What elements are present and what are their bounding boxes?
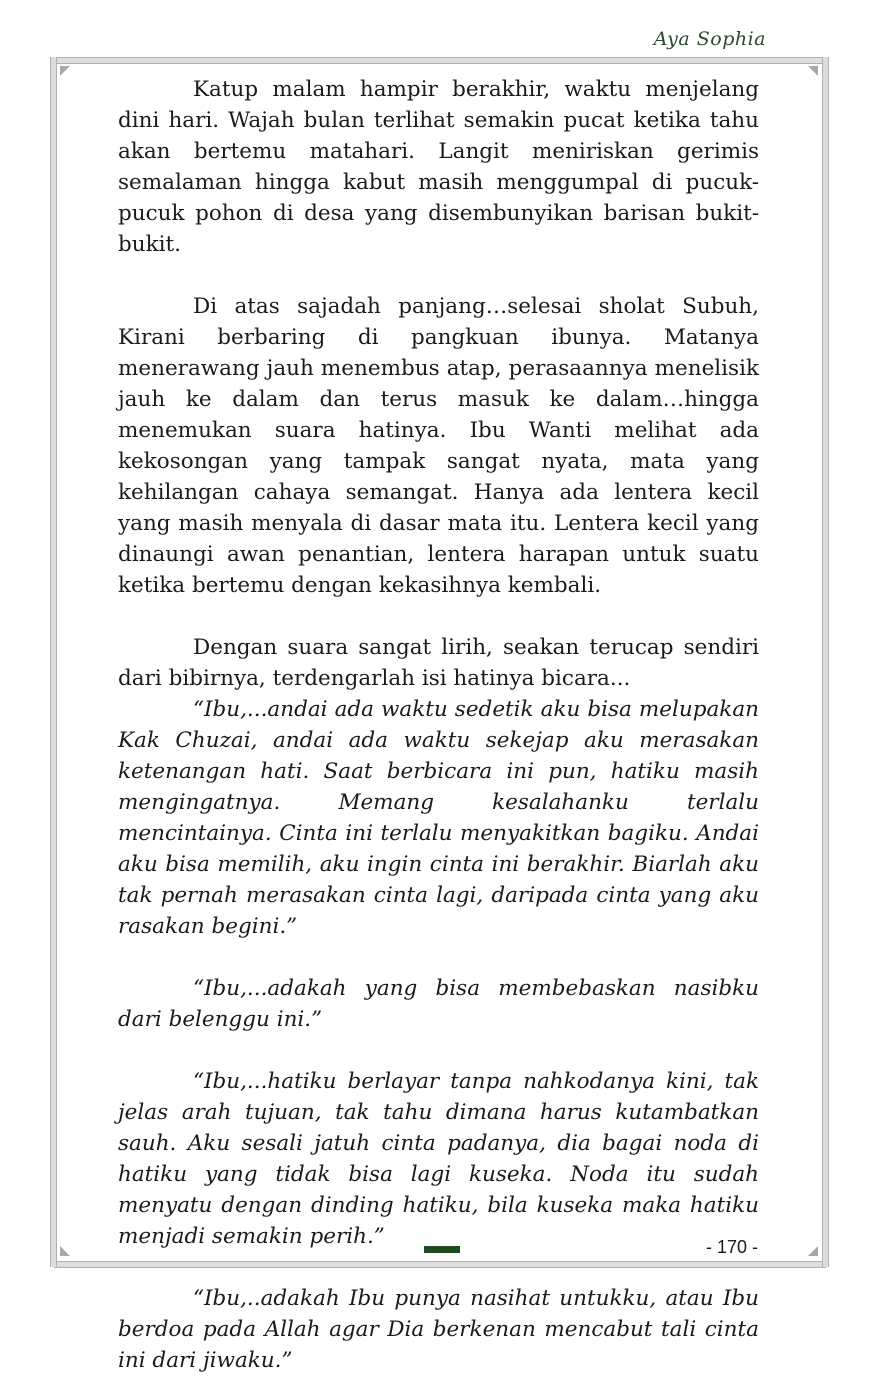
- body-paragraph: Di atas sajadah panjang…selesai sholat Subuh, Kirani berbaring di pangkuan ibunya. Matanya menerawang jauh menembus atap, perasaannya menelisik jauh ke dalam dan terus masuk ke dalam…hingga menemukan suara hatinya. Ibu Wanti melihat ada kekosongan yang tampak sangat nyata, mata yang kehilangan cahaya semangat. Hanya ada lentera kecil yang masih menyala di dasar mata itu. Lentera kecil yang dinaungi awan penantian, lentera harapan untuk suatu ketika bertemu dengan kekasihnya kembali.: [118, 294, 759, 598]
- quote-paragraph: “Ibu,...hatiku berlayar tanpa nahkodanya kini, tak jelas arah tujuan, tak tahu dimana harus kutambatkan sauh. Aku sesali jatuh cinta padanya, dia bagai noda di hatiku yang tidak bisa lagi kuseka. Noda itu sudah menyatu dengan dinding hatiku, bila kuseka maka hatiku menjadi semakin perih.”: [118, 1069, 759, 1249]
- page-frame-left: [50, 57, 57, 1267]
- corner-ornament-bottom-left: [60, 1246, 70, 1256]
- page-number: - 170 -: [706, 1237, 759, 1257]
- corner-ornament-bottom-right: [808, 1246, 818, 1256]
- page-body: [118, 74, 759, 1376]
- quote-paragraph: “Ibu,..adakah Ibu punya nasihat untukku, atau Ibu berdoa pada Allah agar Dia berkenan mencabut tali cinta ini dari jiwaku.”: [118, 1286, 759, 1373]
- running-header: Aya Sophia: [653, 28, 766, 50]
- corner-ornament-top-left: [60, 66, 70, 76]
- page-frame-top: [54, 57, 826, 64]
- quote-paragraph: “Ibu,...adakah yang bisa membebaskan nasibku dari belenggu ini.”: [118, 976, 759, 1032]
- body-paragraph: Dengan suara sangat lirih, seakan terucap sendiri dari bibirnya, terdengarlah isi hatinya bicara...: [118, 635, 759, 691]
- page-frame-right: [822, 57, 829, 1267]
- body-paragraph: Katup malam hampir berakhir, waktu menjelang dini hari. Wajah bulan terlihat semakin pucat ketika tahu akan bertemu matahari. Langit meniriskan gerimis semalaman hingga kabut masih menggumpal di pucuk-pucuk pohon di desa yang disembunyikan barisan bukit-bukit.: [118, 77, 759, 257]
- quote-paragraph: “Ibu,...andai ada waktu sedetik aku bisa melupakan Kak Chuzai, andai ada waktu sekejap aku merasakan ketenangan hati. Saat berbicara ini pun, hatiku masih mengingatnya. Memang kesalahanku terlalu mencintainya. Cinta ini terlalu menyakitkan bagiku. Andai aku bisa memilih, aku ingin cinta ini berakhir. Biarlah aku tak pernah merasakan cinta lagi, daripada cinta yang aku rasakan begini.”: [118, 697, 759, 939]
- corner-ornament-top-right: [808, 66, 818, 76]
- footer-ornament-bar: [424, 1246, 460, 1253]
